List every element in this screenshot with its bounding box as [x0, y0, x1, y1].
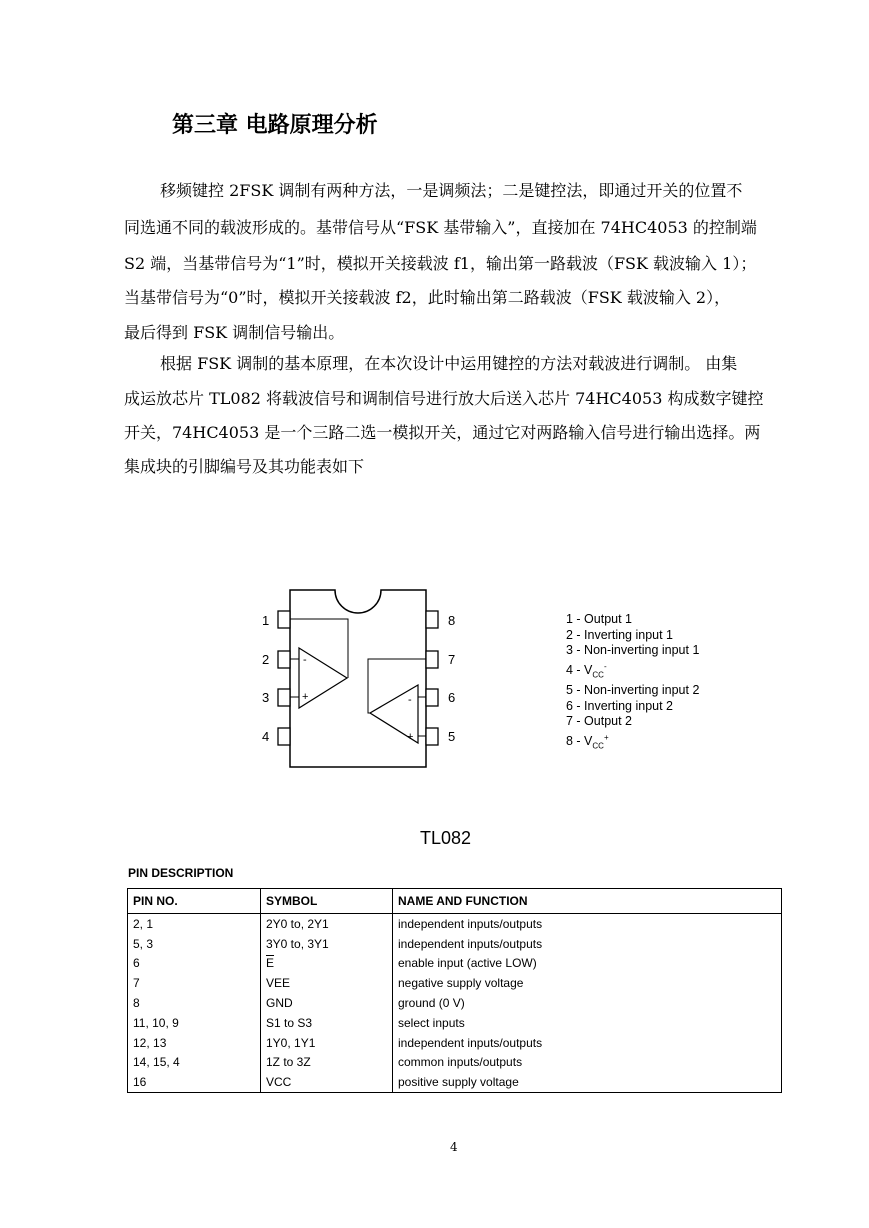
table-cell-function: independent inputs/outputs — [393, 914, 782, 934]
paragraph1-line: 同选通不同的载波形成的。基带信号从“FSK 基带输入”，直接加在 74HC4053 的控制端 — [124, 218, 757, 237]
table-cell-symbol: GND — [261, 993, 393, 1013]
table-cell-pin: 2, 1 — [128, 914, 261, 934]
paragraph1-line: 当基带信号为“0”时，模拟开关接载波 f2，此时输出第二路载波（FSK 载波输入 2）， — [124, 288, 731, 307]
paragraph1-line: 移频键控 2FSK 调制有两种方法，一是调频法；二是键控法，即通过开关的位置不 — [160, 181, 743, 200]
table-row — [128, 954, 782, 974]
pin-number: 6 — [448, 690, 456, 705]
pin-function-item: 1 - Output 1 — [566, 612, 633, 626]
table-cell-function: select inputs — [393, 1013, 782, 1033]
chip-pin — [426, 651, 438, 668]
table-cell-pin: 16 — [128, 1072, 261, 1092]
table-cell-symbol: 1Z to 3Z — [261, 1053, 393, 1073]
pin-function-item: $8 - V_{CC}^+$ — [566, 732, 609, 751]
pin-description-table — [127, 888, 782, 1093]
chip-body — [290, 590, 426, 767]
table-row — [128, 1013, 782, 1033]
table-row — [128, 993, 782, 1013]
table-cell-function: common inputs/outputs — [393, 1053, 782, 1073]
chip-pin — [426, 689, 438, 706]
table-cell-function: enable input (active LOW) — [393, 954, 782, 974]
pin-description-title: PIN DESCRIPTION — [128, 866, 234, 880]
table-cell-pin: 11, 10, 9 — [128, 1013, 261, 1033]
chip-pin — [278, 728, 290, 745]
pin-number: 8 — [448, 613, 456, 628]
table-cell-symbol: VCC — [261, 1072, 393, 1092]
table-row — [128, 934, 782, 954]
table-cell-pin: 5, 3 — [128, 934, 261, 954]
pin-number: 3 — [262, 690, 270, 705]
table-cell-function: independent inputs/outputs — [393, 1033, 782, 1053]
pin-function-item: 7 - Output 2 — [566, 714, 633, 729]
table-cell-function: independent inputs/outputs — [393, 934, 782, 954]
plus-sign: + — [302, 691, 309, 703]
pin-number: 1 — [262, 613, 270, 628]
figure-caption: TL082 — [420, 828, 472, 848]
minus-sign: - — [408, 694, 412, 706]
chip-pin — [426, 611, 438, 628]
paragraph2-line: 根据 FSK 调制的基本原理，在本次设计中运用键控的方法对载波进行调制。 由集 — [160, 354, 738, 373]
pin-function-item: 6 - Inverting input 2 — [566, 698, 674, 713]
table-cell-symbol: 2Y0 to, 2Y1 — [261, 914, 393, 934]
table-cell-pin: 6 — [128, 954, 261, 974]
pin-function-item: 3 - Non-inverting input 1 — [566, 643, 700, 658]
table-cell-symbol: 3Y0 to, 3Y1 — [261, 934, 393, 954]
chip-pin — [426, 728, 438, 745]
table-cell-symbol: S1 to S3 — [261, 1013, 393, 1033]
table-cell-function: negative supply voltage — [393, 973, 782, 993]
paragraph1-line: S2 端，当基带信号为“1”时，模拟开关接载波 f1，输出第一路载波（FSK 载波输入 1）； — [124, 254, 757, 273]
table-cell-symbol: 1Y0, 1Y1 — [261, 1033, 393, 1053]
table-cell-pin: 7 — [128, 973, 261, 993]
paragraph2-line: 集成块的引脚编号及其功能表如下 — [124, 457, 365, 476]
table-cell-function: positive supply voltage — [393, 1072, 782, 1092]
table-row — [128, 914, 782, 934]
table-cell-pin: 8 — [128, 993, 261, 1013]
table-cell-pin: 12, 13 — [128, 1033, 261, 1053]
table-row — [128, 973, 782, 993]
pin-number: 4 — [262, 729, 270, 744]
pin-function-list — [566, 612, 699, 754]
table-cell-symbol: $\overline{E}$ — [261, 954, 393, 974]
paragraph2-line: 开关，74HC4053 是一个三路二选一模拟开关，通过它对两路输入信号进行输出选择。两 — [124, 423, 761, 442]
table-row — [128, 1033, 782, 1053]
paragraph2-line: 成运放芯片 TL082 将载波信号和调制信号进行放大后送入芯片 74HC4053 构成数字键控 — [124, 389, 764, 408]
chip-pin — [278, 611, 290, 628]
paragraph1-line: 最后得到 FSK 调制信号输出。 — [124, 323, 345, 342]
minus-sign: - — [303, 654, 307, 666]
pin-number: 7 — [448, 652, 456, 667]
pin-function-item: 5 - Non-inverting input 2 — [566, 683, 700, 698]
tl082-pinout-diagram — [250, 585, 480, 775]
pin-function-item: 2 - Inverting input 1 — [566, 627, 674, 642]
pin-number: 5 — [448, 729, 456, 744]
pin-function-item: $4 - V_{CC}^-$ — [566, 661, 607, 680]
table-row — [128, 1072, 782, 1092]
column-header: PIN NO. — [128, 889, 261, 914]
chapter-heading: 第三章 电路原理分析 — [172, 113, 378, 138]
chip-pin — [278, 651, 290, 668]
column-header: NAME AND FUNCTION — [393, 889, 782, 914]
table-header-row — [128, 889, 782, 914]
chip-pin — [278, 689, 290, 706]
table-row — [128, 1053, 782, 1073]
table-cell-symbol: VEE — [261, 973, 393, 993]
table-cell-function: ground (0 V) — [393, 993, 782, 1013]
table-cell-pin: 14, 15, 4 — [128, 1053, 261, 1073]
pin-number: 2 — [262, 652, 270, 667]
column-header: SYMBOL — [261, 889, 393, 914]
plus-sign: + — [407, 731, 414, 743]
page-number: 4 — [450, 1140, 458, 1154]
